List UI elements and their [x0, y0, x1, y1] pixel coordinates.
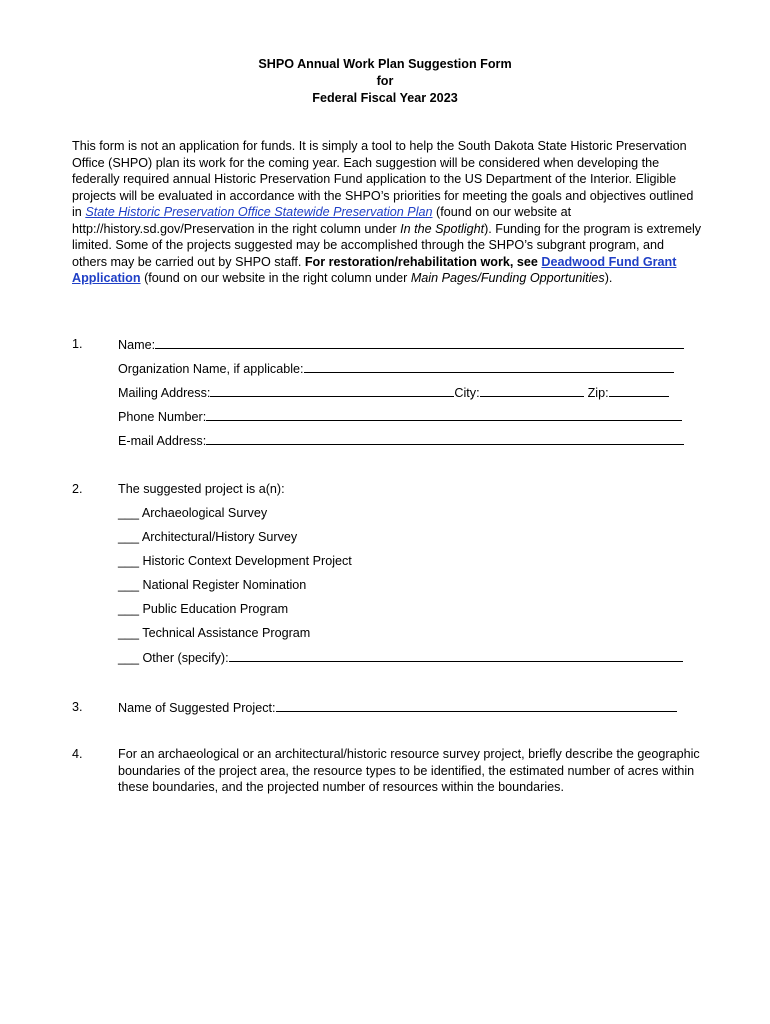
intro-emphasis-2: Main Pages/Funding Opportunities	[410, 271, 605, 285]
statewide-plan-link[interactable]: State Historic Preservation Office Statewide Preservation Plan	[85, 205, 433, 219]
section-4-number: 4.	[72, 747, 83, 761]
intro-text-4: (found on our website in the right column under	[140, 271, 411, 285]
zip-label: Zip:	[587, 386, 609, 400]
project-name-field[interactable]	[118, 699, 677, 716]
project-type-prompt: The suggested project is a(n):	[118, 482, 285, 496]
form-title	[0, 56, 770, 107]
phone-label: Phone Number:	[118, 410, 207, 424]
city-label: City:	[454, 386, 480, 400]
option-architectural-history-survey[interactable]: ___ Architectural/History Survey	[118, 530, 298, 544]
option-archaeological-survey[interactable]: ___ Archaeological Survey	[118, 506, 268, 520]
option-public-education[interactable]: ___ Public Education Program	[118, 602, 289, 616]
email-label: E-mail Address:	[118, 434, 207, 448]
intro-text-5: ).	[604, 271, 613, 285]
section-2-number: 2.	[72, 482, 83, 496]
title-line-1: SHPO Annual Work Plan Suggestion Form	[258, 57, 512, 71]
section-1-number: 1.	[72, 337, 83, 351]
organization-blank[interactable]	[304, 360, 674, 373]
phone-blank[interactable]	[206, 408, 682, 421]
deadwood-fund-link[interactable]: Deadwood Fund Grant Application	[72, 254, 677, 285]
city-blank[interactable]	[480, 384, 584, 397]
organization-field[interactable]	[118, 360, 674, 377]
section-3-number: 3.	[72, 700, 83, 714]
section-4-text: For an archaeological or an architectural/historic resource survey project, briefly describe the geographic boundaries of the project area, the resource types to be identified, the estimated number of acres within these boundaries, and the projected number of resources within the boundaries.	[118, 747, 700, 794]
option-other-label: ___ Other (specify):	[118, 651, 229, 665]
other-specify-blank[interactable]	[229, 649, 683, 662]
project-name-label: Name of Suggested Project:	[118, 701, 276, 715]
option-historic-context[interactable]: ___ Historic Context Development Project	[118, 554, 352, 568]
option-technical-assistance[interactable]: ___ Technical Assistance Program	[118, 626, 311, 640]
intro-text-3: ). Funding for the program is extremely limited. Some of the projects suggested may be accomplished through the SHPO’s subgrant program, and others may be carried out by SHPO staff.	[72, 221, 702, 269]
email-field[interactable]	[118, 432, 684, 449]
mailing-address-field[interactable]	[118, 384, 669, 401]
zip-blank[interactable]	[609, 384, 669, 397]
option-other[interactable]	[118, 649, 683, 666]
email-blank[interactable]	[206, 432, 684, 445]
option-national-register[interactable]: ___ National Register Nomination	[118, 578, 307, 592]
intro-emphasis-1: In the Spotlight	[400, 221, 485, 236]
mailing-address-label: Mailing Address:	[118, 386, 211, 400]
intro-paragraph	[72, 138, 702, 287]
intro-text-2: (found on our website at http://history.sd.gov/Preservation in the right column under	[72, 205, 572, 236]
mailing-address-blank[interactable]	[210, 384, 454, 397]
title-line-3: Federal Fiscal Year 2023	[312, 91, 458, 105]
intro-bold-text: For restoration/rehabilitation work, see	[304, 254, 542, 269]
intro-text-1: This form is not an application for funds. It is simply a tool to help the South Dakota State Historic Preservation Office (SHPO) plan its work for the coming year. Each suggestion will be considered when developing the federally required annual Historic Preservation Fund application to the US Department of the Interior. Eligible projects will be evaluated in accordance with the SHPO’s priorities for meeting the goals and objectives outlined in	[72, 139, 694, 219]
project-name-blank[interactable]	[276, 699, 677, 712]
name-field[interactable]	[118, 336, 684, 353]
name-blank[interactable]	[155, 336, 684, 349]
organization-label: Organization Name, if applicable:	[118, 362, 304, 376]
phone-field[interactable]	[118, 408, 682, 425]
name-label: Name:	[118, 338, 156, 352]
title-line-2: for	[376, 74, 394, 88]
